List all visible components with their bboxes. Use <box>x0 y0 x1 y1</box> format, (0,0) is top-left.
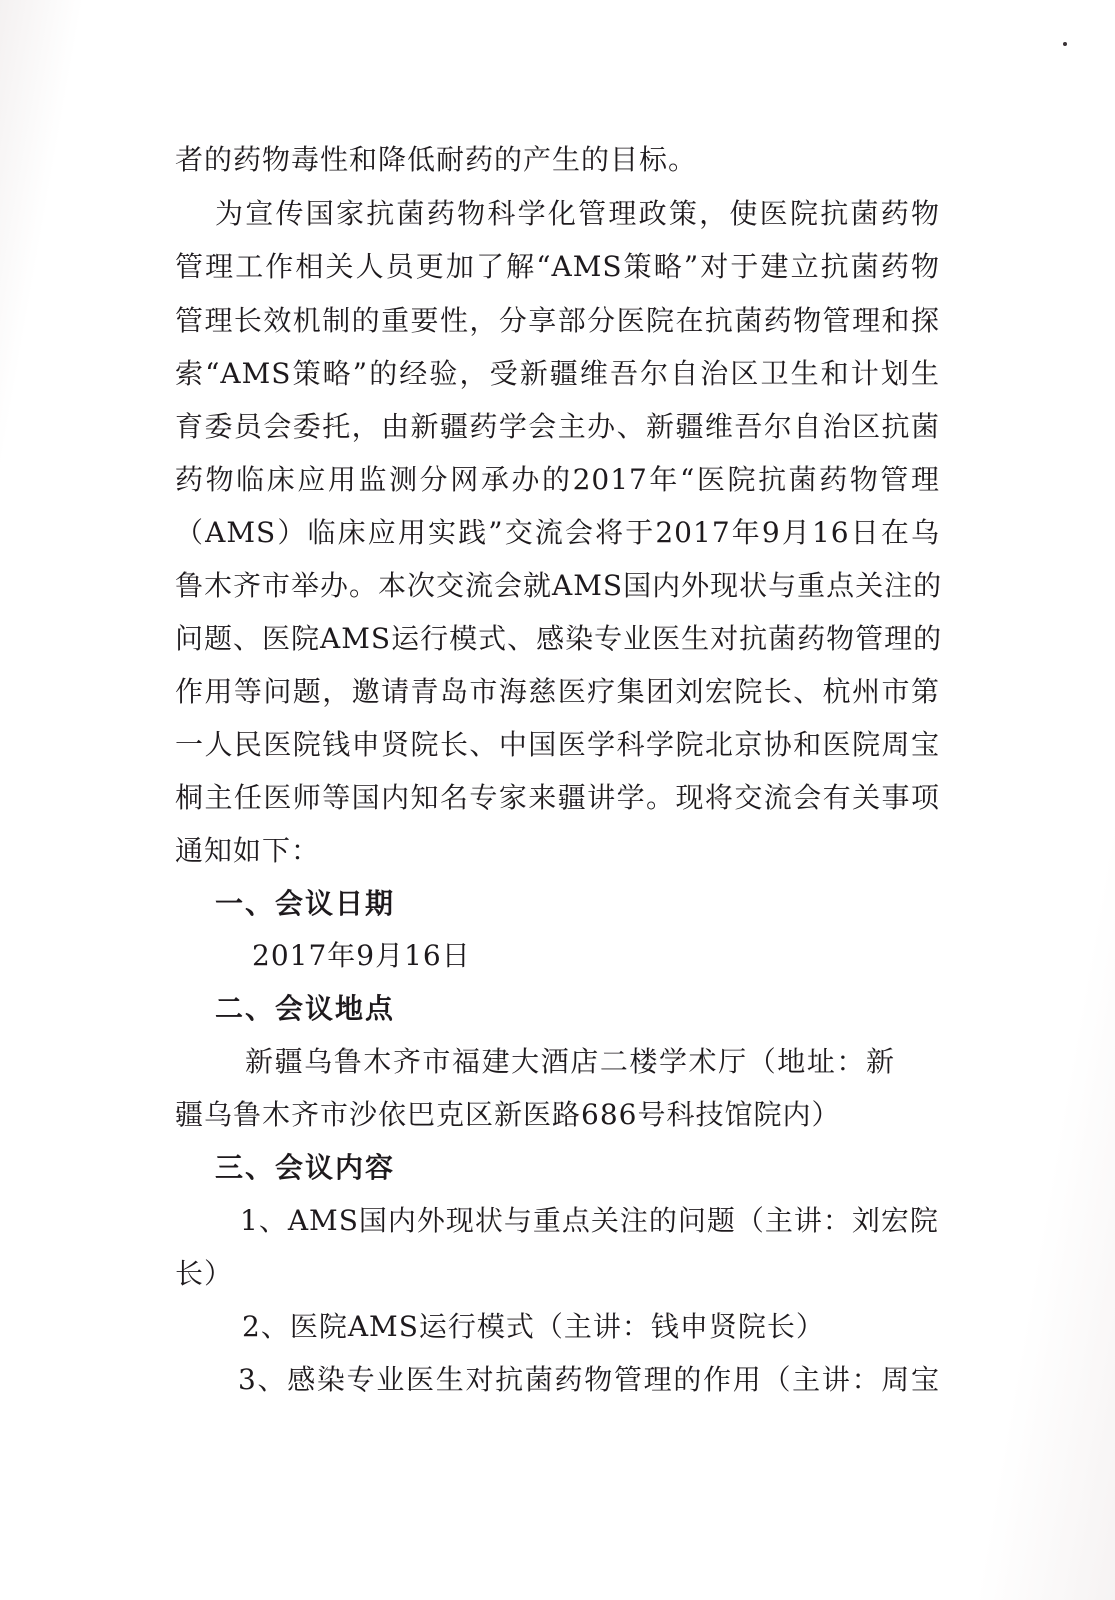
text-line: 药物临床应用监测分网承办的2017年“医院抗菌药物管理 <box>175 463 940 496</box>
meeting-address: 疆乌鲁木齐市沙依巴克区新医路686号科技馆院内） <box>175 1098 841 1131</box>
meeting-location: 新疆乌鲁木齐市福建大酒店二楼学术厅（地址：新 <box>245 1045 895 1078</box>
text-line: 鲁木齐市举办。本次交流会就AMS国内外现状与重点关注的 <box>175 569 943 602</box>
section-heading-location: 二、会议地点 <box>215 992 396 1025</box>
text-line: 索“AMS策略”的经验，受新疆维吾尔自治区卫生和计划生 <box>175 357 940 390</box>
text-line: 问题、医院AMS运行模式、感染专业医生对抗菌药物管理的 <box>175 622 943 655</box>
agenda-item-2: 2、医院AMS运行模式（主讲：钱申贤院长） <box>242 1310 825 1343</box>
text-line: 桐主任医师等国内知名专家来疆讲学。现将交流会有关事项 <box>175 781 940 814</box>
agenda-item-1: 1、AMS国内外现状与重点关注的问题（主讲：刘宏院 <box>240 1204 939 1237</box>
text-line: 管理工作相关人员更加了解“AMS策略”对于建立抗菌药物 <box>175 250 940 283</box>
text-line: 者的药物毒性和降低耐药的产生的目标。 <box>175 143 698 176</box>
agenda-item-1-continued: 长） <box>175 1257 234 1290</box>
text-line: （AMS）临床应用实践”交流会将于2017年9月16日在乌 <box>175 516 940 549</box>
text-line: 作用等问题，邀请青岛市海慈医疗集团刘宏院长、杭州市第 <box>175 675 940 708</box>
agenda-item-3: 3、感染专业医生对抗菌药物管理的作用（主讲：周宝 <box>238 1363 940 1396</box>
scan-speck <box>1063 42 1067 46</box>
section-heading-date: 一、会议日期 <box>215 887 396 920</box>
text-line: 一人民医院钱申贤院长、中国医学科学院北京协和医院周宝 <box>175 728 940 761</box>
text-line: 为宣传国家抗菌药物科学化管理政策，使医院抗菌药物 <box>215 197 940 230</box>
section-heading-content: 三、会议内容 <box>215 1151 396 1184</box>
meeting-date: 2017年9月16日 <box>252 939 471 972</box>
text-line: 通知如下： <box>175 834 321 867</box>
text-line: 育委员会委托，由新疆药学会主办、新疆维吾尔自治区抗菌 <box>175 410 940 443</box>
text-line: 管理长效机制的重要性，分享部分医院在抗菌药物管理和探 <box>175 304 940 337</box>
